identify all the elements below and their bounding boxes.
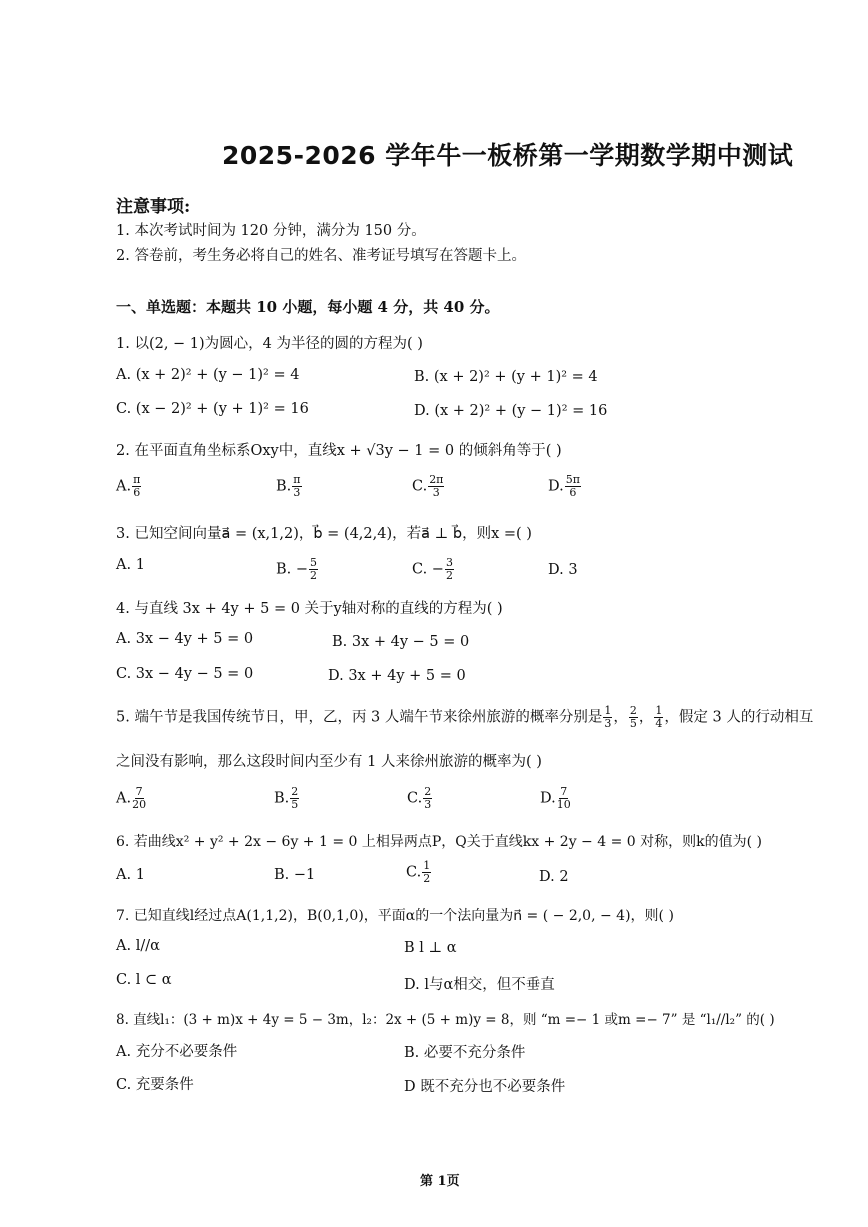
question-6-stem: 6. 若曲线x² + y² + 2x − 6y + 1 = 0 上相异两点P，Q关于直线kx + 2y − 4 = 0 对称，则k的值为( ) bbox=[116, 834, 762, 850]
question-3-option-a: A. 1 bbox=[116, 557, 145, 573]
fraction bbox=[423, 786, 432, 811]
question-3-option-c bbox=[412, 557, 455, 582]
denominator: 20 bbox=[132, 798, 147, 811]
question-4-stem: 4. 与直线 3x + 4y + 5 = 0 关于y轴对称的直线的方程为( ) bbox=[116, 601, 503, 617]
question-1-option-d: D. (x + 2)² + (y − 1)² = 16 bbox=[414, 403, 608, 419]
question-5-stem-post: ，假定 3 人的行动相互 bbox=[664, 709, 814, 726]
question-5-option-c bbox=[407, 786, 433, 811]
question-2-option-a bbox=[116, 474, 142, 499]
option-prefix: A. bbox=[116, 790, 132, 807]
question-6-option-c bbox=[406, 860, 432, 885]
denominator: 3 bbox=[432, 486, 440, 499]
option-prefix: C. bbox=[412, 478, 428, 495]
option-prefix: B. − bbox=[276, 561, 309, 578]
question-5-stem-pre: 5. 端午节是我国传统节日，甲，乙，丙 3 人端午节来徐州旅游的概率分别是 bbox=[116, 709, 603, 726]
question-2-option-b bbox=[276, 474, 303, 499]
option-prefix: C. bbox=[407, 790, 423, 807]
question-7-option-b: B l ⊥ α bbox=[404, 940, 457, 956]
question-2-option-c bbox=[412, 474, 445, 499]
denominator: 3 bbox=[293, 486, 301, 499]
question-3-option-b bbox=[276, 557, 319, 582]
numerator: 5π bbox=[565, 473, 580, 486]
page-number: 第 1页 bbox=[420, 1174, 460, 1189]
numerator: 1 bbox=[604, 704, 612, 717]
fraction bbox=[309, 557, 318, 582]
denominator: 6 bbox=[569, 486, 577, 499]
option-prefix: A. bbox=[116, 478, 132, 495]
question-7-option-a: A. l//α bbox=[116, 938, 160, 954]
option-prefix: D. bbox=[540, 790, 556, 807]
section-heading: 一、单选题：本题共 10 小题，每小题 4 分，共 40 分。 bbox=[116, 298, 500, 316]
denominator: 4 bbox=[655, 717, 663, 730]
option-prefix: D. bbox=[548, 478, 564, 495]
question-3-option-d: D. 3 bbox=[548, 562, 578, 578]
question-8-option-b: B. 必要不充分条件 bbox=[404, 1045, 526, 1061]
question-5-option-d bbox=[540, 786, 572, 811]
question-1-option-b: B. (x + 2)² + (y + 1)² = 4 bbox=[414, 369, 598, 385]
denominator: 6 bbox=[133, 486, 141, 499]
numerator: 7 bbox=[560, 785, 568, 798]
fraction bbox=[428, 474, 444, 499]
question-1-option-a: A. (x + 2)² + (y − 1)² = 4 bbox=[116, 367, 300, 383]
question-4-option-d: D. 3x + 4y + 5 = 0 bbox=[328, 668, 466, 684]
option-prefix: B. bbox=[274, 790, 290, 807]
numerator: 2π bbox=[429, 473, 444, 486]
page-title: 2025-2026 学年牛一板桥第一学期数学期中测试 bbox=[222, 141, 794, 170]
question-7-stem: 7. 已知直线l经过点A(1,1,2)，B(0,1,0)，平面α的一个法向量为n⃗ = ( − 2,0, − 4)，则( ) bbox=[116, 908, 674, 924]
fraction bbox=[290, 786, 299, 811]
question-3-stem: 3. 已知空间向量a⃗ = (x,1,2)，b⃗ = (4,2,4)，若a⃗ ⊥ b⃗，则x =( ) bbox=[116, 526, 532, 542]
numerator: 1 bbox=[423, 859, 431, 872]
question-8-option-c: C. 充要条件 bbox=[116, 1077, 194, 1093]
question-6-option-a: A. 1 bbox=[116, 867, 145, 883]
question-7-option-d: D. l与α相交，但不垂直 bbox=[404, 977, 555, 993]
question-4-option-a: A. 3x − 4y + 5 = 0 bbox=[116, 631, 254, 647]
question-8-option-d: D 既不充分也不必要条件 bbox=[404, 1079, 566, 1095]
numerator: 1 bbox=[655, 704, 663, 717]
question-5-stem: 5. 端午节是我国传统节日，甲，乙，丙 3 人端午节来徐州旅游的概率分别是 $\frac{1}{3}$ ， $\frac{2}{5}$ ， $\frac{1}{4}$ ，假定 3 人的行动相互 bbox=[116, 704, 814, 730]
question-2-stem: 2. 在平面直角坐标系Oxy中，直线x + √3y − 1 = 0 的倾斜角等于( ) bbox=[116, 443, 562, 459]
option-prefix: B. bbox=[276, 478, 292, 495]
question-2-option-d bbox=[548, 474, 582, 499]
notice-line-2: 2. 答卷前，考生务必将自己的姓名、准考证号填写在答题卡上。 bbox=[116, 248, 526, 264]
numerator: 2 bbox=[629, 704, 637, 717]
question-4-option-c: C. 3x − 4y − 5 = 0 bbox=[116, 666, 254, 682]
question-5-option-a bbox=[116, 786, 147, 811]
option-prefix: C. bbox=[406, 864, 422, 881]
denominator: 5 bbox=[291, 798, 299, 811]
denominator: 2 bbox=[445, 569, 453, 582]
fraction bbox=[422, 860, 431, 885]
question-1-stem: 1. 以(2, − 1)为圆心，4 为半径的圆的方程为( ) bbox=[116, 336, 423, 352]
probability-3 bbox=[654, 705, 663, 730]
denominator: 3 bbox=[424, 798, 432, 811]
numerator: 2 bbox=[424, 785, 432, 798]
denominator: 2 bbox=[423, 872, 431, 885]
fraction bbox=[132, 474, 141, 499]
question-6-option-d: D. 2 bbox=[539, 869, 569, 885]
probability-1 bbox=[603, 705, 612, 730]
numerator: 3 bbox=[445, 556, 453, 569]
question-6-option-b: B. −1 bbox=[274, 867, 316, 883]
question-7-option-c: C. l ⊂ α bbox=[116, 972, 172, 988]
denominator: 5 bbox=[629, 717, 637, 730]
numerator: π bbox=[293, 473, 301, 486]
numerator: 2 bbox=[291, 785, 299, 798]
denominator: 3 bbox=[604, 717, 612, 730]
fraction bbox=[132, 786, 146, 811]
fraction bbox=[557, 786, 571, 811]
probability-2 bbox=[629, 705, 638, 730]
fraction bbox=[292, 474, 301, 499]
question-1-option-c: C. (x − 2)² + (y + 1)² = 16 bbox=[116, 401, 309, 417]
question-5-option-b bbox=[274, 786, 300, 811]
denominator: 10 bbox=[556, 798, 571, 811]
fraction bbox=[565, 474, 581, 499]
question-5-stem-line-2: 之间没有影响，那么这段时间内至少有 1 人来徐州旅游的概率为( ) bbox=[116, 754, 542, 770]
fraction bbox=[445, 557, 454, 582]
question-8-option-a: A. 充分不必要条件 bbox=[116, 1044, 238, 1060]
option-prefix: C. − bbox=[412, 561, 444, 578]
notice-heading: 注意事项: bbox=[116, 197, 191, 217]
question-8-stem: 8. 直线l₁：(3 + m)x + 4y = 5 − 3m，l₂：2x + (5 + m)y = 8，则 “m =− 1 或m =− 7” 是 “l₁//l₂” 的( ) bbox=[116, 1012, 775, 1028]
numerator: π bbox=[133, 473, 141, 486]
notice-line-1: 1. 本次考试时间为 120 分钟，满分为 150 分。 bbox=[116, 223, 426, 239]
question-4-option-b: B. 3x + 4y − 5 = 0 bbox=[332, 634, 470, 650]
numerator: 7 bbox=[135, 785, 143, 798]
numerator: 5 bbox=[310, 556, 318, 569]
denominator: 2 bbox=[310, 569, 318, 582]
